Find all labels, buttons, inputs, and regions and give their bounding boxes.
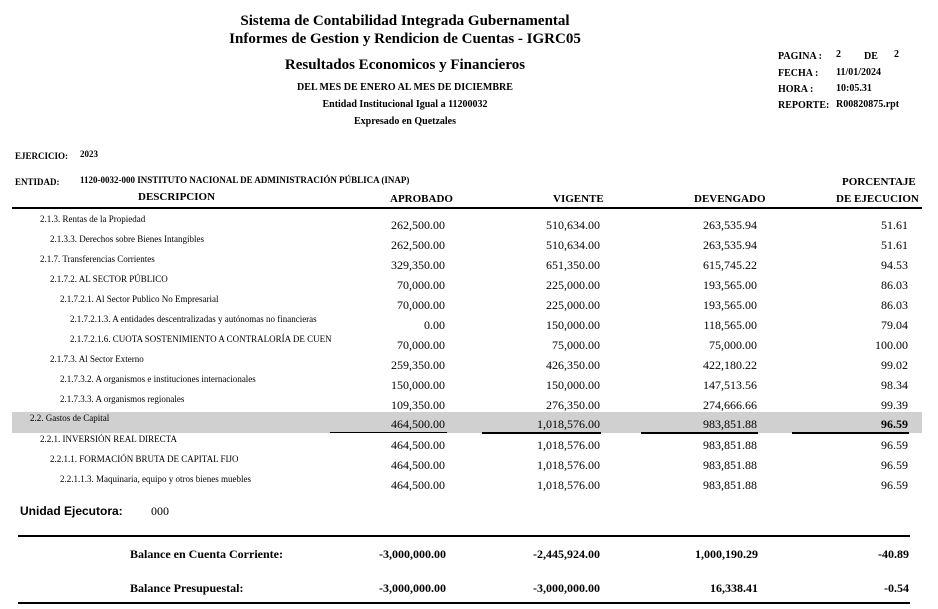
row-aprobado: 259,350.00: [391, 358, 445, 372]
report-entity-filter: Entidad Institucional Igual a 11200032: [322, 99, 488, 110]
row-aprobado: 262,500.00: [391, 218, 445, 232]
row-aprobado: 464,500.00: [391, 458, 445, 472]
pagina-value: 2: [836, 49, 841, 60]
table-row-highlighted: [12, 412, 922, 433]
balance-top-rule: [18, 535, 910, 537]
balance-presupuestal-aprobado: -3,000,000.00: [379, 581, 446, 595]
row-pct: 96.59: [881, 417, 908, 431]
row-desc: 2.1.7.2. AL SECTOR PÚBLICO: [50, 274, 168, 284]
row-devengado: 983,851.88: [703, 417, 757, 431]
row-vigente: 225,000.00: [546, 278, 600, 292]
row-pct: 86.03: [881, 278, 908, 292]
row-pct: 99.02: [881, 358, 908, 372]
pagina-label: PAGINA :: [778, 51, 822, 62]
table-row: [12, 293, 922, 313]
row-pct: 96.59: [881, 458, 908, 472]
header-divider: [12, 207, 922, 209]
table-row: [12, 233, 922, 253]
row-vigente: 1,018,576.00: [537, 417, 600, 431]
row-desc: 2.1.7.3.3. A organismos regionales: [60, 394, 185, 404]
row-devengado: 983,851.88: [703, 438, 757, 452]
balance-presupuestal-vigente: -3,000,000.00: [533, 581, 600, 595]
row-vigente: 150,000.00: [546, 378, 600, 392]
col-de-ejecucion: DE EJECUCION: [836, 193, 919, 205]
row-desc: 2.2.1.1.3. Maquinaria, equipo y otros bienes muebles: [60, 474, 251, 484]
row-desc: 2.2.1.1. FORMACIÓN BRUTA DE CAPITAL FIJO: [50, 454, 239, 464]
row-devengado: 147,513.56: [703, 378, 757, 392]
row-pct: 99.39: [881, 398, 908, 412]
table-row: [12, 453, 922, 473]
report-name: Informes de Gestion y Rendicion de Cuentas - IGRC05: [229, 31, 581, 47]
row-devengado: 983,851.88: [703, 478, 757, 492]
report-period: DEL MES DE ENERO AL MES DE DICIEMBRE: [297, 82, 513, 93]
reporte-value: R00820875.rpt: [836, 99, 900, 110]
row-vigente: 1,018,576.00: [537, 478, 600, 492]
row-desc: 2.1.7.3. Al Sector Externo: [50, 354, 144, 364]
row-devengado: 193,565.00: [703, 278, 757, 292]
balance-presupuestal-pct: -0.54: [884, 581, 909, 595]
row-devengado: 118,565.00: [703, 318, 757, 332]
balance-presupuestal-label: Balance Presupuestal:: [130, 581, 244, 595]
row-desc: 2.1.7.2.1.6. CUOTA SOSTENIMIENTO A CONTRALORÍA DE CUEN: [70, 334, 332, 344]
row-desc: 2.1.7.3.2. A organismos e instituciones internacionales: [60, 374, 256, 384]
balance-corriente-pct: -40.89: [878, 547, 909, 561]
row-aprobado: 262,500.00: [391, 238, 445, 252]
row-vigente: 510,634.00: [546, 218, 600, 232]
balance-corriente-devengado: 1,000,190.29: [695, 547, 758, 561]
row-vigente: 276,350.00: [546, 398, 600, 412]
row-pct: 98.34: [881, 378, 908, 392]
row-aprobado: 109,350.00: [391, 398, 445, 412]
col-vigente: VIGENTE: [553, 193, 604, 205]
balance-corriente-aprobado: -3,000,000.00: [379, 547, 446, 561]
col-aprobado: APROBADO: [390, 193, 453, 205]
row-devengado: 263,535.94: [703, 218, 757, 232]
table-row: [12, 353, 922, 373]
row-pct: 51.61: [881, 238, 908, 252]
entidad-label: ENTIDAD:: [15, 177, 60, 187]
table-row: [12, 313, 922, 333]
row-devengado: 193,565.00: [703, 298, 757, 312]
balance-corriente-vigente: -2,445,924.00: [533, 547, 600, 561]
unidad-ejecutora-label: Unidad Ejecutora:: [20, 504, 123, 518]
row-pct: 96.59: [881, 438, 908, 452]
table-row: [12, 213, 922, 233]
row-vigente: 426,350.00: [546, 358, 600, 372]
row-pct: 79.04: [881, 318, 908, 332]
row-desc: 2.1.3.3. Derechos sobre Bienes Intangibles: [50, 234, 204, 244]
row-aprobado: 70,000.00: [397, 298, 445, 312]
row-pct: 96.59: [881, 478, 908, 492]
de-label: DE: [864, 51, 878, 62]
row-aprobado: 464,500.00: [391, 417, 445, 431]
row-aprobado: 464,500.00: [391, 478, 445, 492]
ejercicio-value: 2023: [80, 149, 98, 159]
row-devengado: 983,851.88: [703, 458, 757, 472]
fecha-value: 11/01/2024: [836, 67, 882, 78]
reporte-label: REPORTE:: [778, 100, 830, 111]
row-desc: 2.1.3. Rentas de la Propiedad: [40, 214, 146, 224]
col-descripcion: DESCRIPCION: [138, 191, 216, 203]
table-row: [12, 433, 922, 453]
row-aprobado: 70,000.00: [397, 338, 445, 352]
row-aprobado: 0.00: [424, 318, 445, 332]
row-devengado: 263,535.94: [703, 238, 757, 252]
report-system-title: Sistema de Contabilidad Integrada Gubernamental: [240, 13, 570, 29]
table-row: [12, 333, 922, 353]
row-vigente: 150,000.00: [546, 318, 600, 332]
col-devengado: DEVENGADO: [694, 193, 766, 205]
unidad-ejecutora-value: 000: [151, 504, 169, 518]
balance-corriente-label: Balance en Cuenta Corriente:: [130, 547, 283, 561]
table-row: [12, 393, 922, 413]
row-desc: 2.1.7.2.1.3. A entidades descentralizadas y autónomas no financieras: [70, 314, 317, 324]
hora-value: 10:05.31: [836, 83, 872, 94]
table-row: [12, 373, 922, 393]
row-aprobado: 329,350.00: [391, 258, 445, 272]
col-porcentaje: PORCENTAJE: [842, 176, 916, 188]
row-devengado: 615,745.22: [703, 258, 757, 272]
row-desc: 2.1.7. Transferencias Corrientes: [40, 254, 155, 264]
row-pct: 100.00: [875, 338, 908, 352]
row-vigente: 75,000.00: [552, 338, 600, 352]
row-vigente: 1,018,576.00: [537, 438, 600, 452]
de-value: 2: [894, 49, 899, 60]
table-row: [12, 473, 922, 493]
row-vigente: 651,350.00: [546, 258, 600, 272]
hora-label: HORA :: [778, 84, 814, 95]
balance-presupuestal-devengado: 16,338.41: [710, 581, 758, 595]
fecha-label: FECHA :: [778, 68, 819, 79]
table-row: [12, 273, 922, 293]
row-pct: 51.61: [881, 218, 908, 232]
row-vigente: 225,000.00: [546, 298, 600, 312]
row-desc: 2.2.1. INVERSIÓN REAL DIRECTA: [40, 434, 177, 444]
ejercicio-label: EJERCICIO:: [15, 151, 69, 161]
row-aprobado: 70,000.00: [397, 278, 445, 292]
entidad-value: 1120-0032-000 INSTITUTO NACIONAL DE ADMINISTRACIÓN PÚBLICA (INAP): [80, 175, 410, 185]
row-vigente: 1,018,576.00: [537, 458, 600, 472]
row-pct: 94.53: [881, 258, 908, 272]
row-aprobado: 464,500.00: [391, 438, 445, 452]
row-desc: 2.1.7.2.1. Al Sector Publico No Empresarial: [60, 294, 219, 304]
row-pct: 86.03: [881, 298, 908, 312]
balance-bottom-rule: [18, 602, 910, 604]
report-subtitle: Resultados Economicos y Financieros: [284, 57, 526, 73]
row-vigente: 510,634.00: [546, 238, 600, 252]
table-row: [12, 253, 922, 273]
row-desc: 2.2. Gastos de Capital: [30, 413, 110, 423]
row-devengado: 75,000.00: [709, 338, 757, 352]
row-aprobado: 150,000.00: [391, 378, 445, 392]
row-devengado: 274,666.66: [703, 398, 757, 412]
report-currency: Expresado en Quetzales: [353, 116, 457, 127]
row-devengado: 422,180.22: [703, 358, 757, 372]
